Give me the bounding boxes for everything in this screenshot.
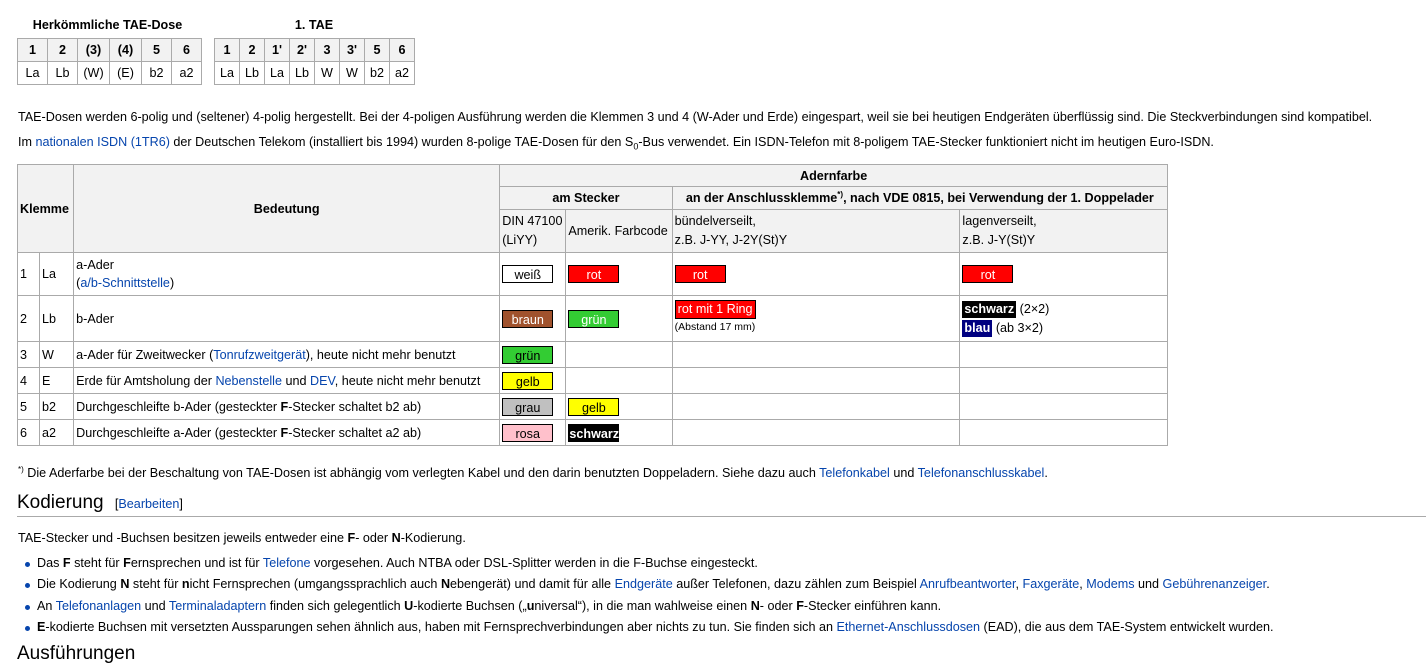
color-swatch-blau: blau — [964, 321, 991, 335]
bedeutung-cell — [74, 368, 500, 394]
table-row — [18, 253, 1168, 296]
text: Durchgeschleifte b-Ader (gesteckter — [76, 399, 281, 414]
text: (LiYY) — [502, 233, 538, 247]
link-telefone[interactable]: Telefone — [262, 556, 311, 570]
amerik-color-cell — [566, 342, 672, 368]
text: . — [1044, 466, 1048, 481]
text: steht für — [129, 577, 182, 592]
buendel-color-cell — [672, 342, 960, 368]
text: F — [796, 598, 804, 613]
text: , nach VDE 0815, bei Verwendung der 1. Doppelader — [843, 191, 1154, 206]
text: -Stecker einführen kann. — [803, 598, 942, 613]
next-section-heading: Ausführungen — [17, 643, 136, 664]
text: lagenverseilt, — [962, 214, 1037, 228]
link-telefonkabel[interactable]: Telefonkabel — [819, 466, 890, 481]
text: [ — [114, 497, 119, 511]
lagen-color-cell — [960, 420, 1168, 446]
footnote-mark: *) — [18, 465, 24, 474]
text: Durchgeschleifte a-Ader (gesteckter — [76, 425, 281, 440]
adernfarbe-header: Adernfarbe — [500, 165, 1168, 187]
text: -kodierte Buchsen („ — [413, 598, 527, 613]
text: Das — [37, 556, 63, 570]
table-row — [18, 368, 1168, 394]
herk-cell: (W) — [78, 62, 110, 85]
paragraph-2 — [18, 133, 1214, 156]
text: F — [280, 399, 289, 414]
din-header — [500, 210, 566, 253]
text: -Stecker schaltet a2 ab) — [288, 425, 422, 440]
link-telefonanlagen[interactable]: Telefonanlagen — [55, 598, 142, 613]
din-color-cell — [500, 420, 566, 446]
text: Die Kodierung — [37, 577, 121, 592]
herk-cell: (E) — [110, 62, 142, 85]
section-heading-kodierung — [17, 492, 183, 514]
klemme-header: Klemme — [18, 165, 74, 253]
list-item — [18, 596, 1274, 617]
table-row — [18, 296, 1168, 342]
herk-head-cell: (4) — [110, 39, 142, 62]
link-nationales-isdn[interactable]: nationalen ISDN (1TR6) — [35, 135, 170, 149]
text: und — [889, 466, 918, 481]
buendel-color-cell — [672, 253, 960, 296]
footnote-mark: *) — [837, 190, 844, 200]
link-gebuehrenanzeiger[interactable]: Gebührenanzeiger — [1162, 577, 1267, 592]
color-swatch-rot-ring: rot mit 1 Ring — [675, 300, 756, 319]
color-swatch-grau: grau — [502, 398, 553, 416]
text: ] — [179, 497, 183, 511]
text: (2×2) — [1019, 302, 1050, 316]
bedeutung-cell — [74, 342, 500, 368]
bullet-icon — [25, 626, 30, 631]
list-item — [18, 617, 1274, 638]
klemme-nr: 6 — [18, 420, 40, 446]
edit-link[interactable]: Bearbeiten — [118, 497, 180, 511]
table-row — [18, 394, 1168, 420]
text: vorgesehen. Auch NTBA oder DSL-Splitter werden in die F-Buchse eingesteckt. — [310, 556, 758, 570]
din-color-cell — [500, 368, 566, 394]
tae1-cell: Lb — [240, 62, 265, 85]
herk-head-cell: 5 — [142, 39, 172, 62]
color-swatch-rosa: rosa — [502, 424, 553, 442]
text: ernsprechen und ist für — [130, 556, 263, 570]
buendel-color-cell — [672, 420, 960, 446]
tae1-table — [214, 38, 415, 85]
text: a-Ader — [76, 258, 114, 272]
link-dev[interactable]: DEV — [309, 373, 335, 388]
text: Im — [18, 135, 36, 149]
text: , — [1015, 577, 1023, 592]
edit-section — [115, 497, 183, 511]
link-telefonanschlusskabel[interactable]: Telefonanschlusskabel — [917, 466, 1045, 481]
text: - oder — [759, 598, 797, 613]
text: -Bus verwendet. Ein ISDN-Telefon mit 8-poligem TAE-Stecker funktioniert nicht im heutigen Euro-ISDN. — [638, 135, 1214, 149]
klemme-name: Lb — [40, 296, 74, 342]
herk-head-cell: 1 — [18, 39, 48, 62]
text: An — [37, 598, 56, 613]
color-swatch-rot: rot — [962, 265, 1013, 283]
tae1-head-cell: 2' — [290, 39, 315, 62]
klemme-nr: 2 — [18, 296, 40, 342]
text: an der Anschlussklemme — [685, 191, 838, 206]
herk-head-cell: 2 — [48, 39, 78, 62]
text: -kodierte Buchsen mit versetzten Aussparungen sehen ähnlich aus, haben mit Fernsprechverbindungen aber nichts zu tun. Sie finden sich an — [45, 619, 837, 634]
text: N — [750, 598, 760, 613]
klemme-nr: 5 — [18, 394, 40, 420]
lagen-color-cell — [960, 296, 1168, 342]
pinout-table — [17, 164, 1168, 446]
herk-head-cell: 6 — [172, 39, 202, 62]
color-swatch-rot: rot — [568, 265, 619, 283]
buendel-color-cell — [672, 394, 960, 420]
text: , heute nicht mehr benutzt — [334, 373, 481, 388]
amerik-header: Amerik. Farbcode — [566, 210, 672, 253]
bedeutung-cell — [74, 253, 500, 296]
klemme-name: a2 — [40, 420, 74, 446]
text: (ab 3×2) — [995, 321, 1044, 335]
text: DIN 47100 — [502, 214, 563, 228]
klemme-nr: 4 — [18, 368, 40, 394]
text: F — [62, 556, 71, 570]
heading-divider — [17, 516, 1426, 517]
tae1-head-cell: 1 — [215, 39, 240, 62]
tae1-cell: a2 — [390, 62, 415, 85]
lagen-color-cell — [960, 342, 1168, 368]
anschlussklemme-header — [672, 187, 1167, 210]
text: n — [181, 577, 190, 592]
link-ab-schnittstelle[interactable]: a/b-Schnittstelle — [80, 276, 170, 290]
text: ) — [169, 276, 175, 290]
list-item — [18, 553, 1274, 574]
text: N — [440, 577, 451, 592]
din-color-cell — [500, 253, 566, 296]
text: außer Telefonen, dazu zählen zum Beispiel — [672, 577, 920, 592]
herk-cell: a2 — [172, 62, 202, 85]
din-color-cell — [500, 394, 566, 420]
text: finden sich gelegentlich — [266, 598, 405, 613]
text: , — [1079, 577, 1087, 592]
tae1-cell: b2 — [365, 62, 390, 85]
kodierung-list — [18, 553, 1274, 638]
klemme-name: E — [40, 368, 74, 394]
color-swatch-gelb: gelb — [568, 398, 619, 416]
klemme-name: W — [40, 342, 74, 368]
text: ( — [76, 276, 81, 290]
tae1-head-cell: 1' — [265, 39, 290, 62]
bedeutung-header: Bedeutung — [74, 165, 500, 253]
link-faxgeraete[interactable]: Faxgeräte — [1022, 577, 1080, 592]
paragraph-1: TAE-Dosen werden 6-polig und (seltener) 4-polig hergestellt. Bei der 4-poligen Ausführung werden die Klemmen 3 und 4 (W-Ader und Erde) eingespart, weil sie bei heutigen Endgeräten überflüssig sind. Die Steckverbindungen sind kompatibel. — [18, 110, 1373, 124]
color-swatch-rot: rot — [675, 265, 726, 283]
amerik-color-cell — [566, 394, 672, 420]
tae1-head-cell: 3' — [340, 39, 365, 62]
text: F — [280, 425, 289, 440]
color-swatch-gruen: grün — [502, 346, 553, 364]
herk-head-cell: (3) — [78, 39, 110, 62]
amerik-color-cell — [566, 296, 672, 342]
kodierung-intro — [18, 529, 466, 547]
buendel-color-cell — [672, 368, 960, 394]
list-item — [18, 574, 1274, 595]
bullet-icon — [25, 605, 30, 610]
klemme-nr: 3 — [18, 342, 40, 368]
text: a-Ader für Zweitwecker ( — [76, 347, 214, 362]
din-color-cell — [500, 296, 566, 342]
tae1-cell: La — [215, 62, 240, 85]
text: steht für — [70, 556, 124, 570]
bedeutung-cell — [74, 394, 500, 420]
lagen-color-cell — [960, 253, 1168, 296]
text: N — [120, 577, 130, 592]
buendel-header — [672, 210, 960, 253]
text: U — [404, 598, 414, 613]
text: u — [526, 598, 535, 613]
klemme-nr: 1 — [18, 253, 40, 296]
bedeutung-cell — [74, 420, 500, 446]
herk-caption: Herkömmliche TAE-Dose — [32, 18, 183, 32]
link-endgeraete[interactable]: Endgeräte — [614, 577, 673, 592]
text: niversal“), in die man wahlweise einen — [534, 598, 751, 613]
text: E — [37, 619, 46, 634]
text: Erde für Amtsholung der — [76, 373, 216, 388]
ring-note: (Abstand 17 mm) — [674, 321, 756, 333]
color-swatch-gelb: gelb — [502, 372, 553, 390]
link-tonrufzweitgeraet[interactable]: Tonrufzweitgerät — [213, 347, 306, 362]
tae1-head-cell: 5 — [365, 39, 390, 62]
lagen-color-cell — [960, 368, 1168, 394]
link-nebenstelle[interactable]: Nebenstelle — [215, 373, 282, 388]
text: und — [141, 598, 169, 613]
text: z.B. J-YY, J-2Y(St)Y — [674, 233, 788, 247]
color-swatch-weiss: weiß — [502, 265, 553, 283]
din-color-cell — [500, 342, 566, 368]
bullet-icon — [25, 583, 30, 588]
text: bündelverseilt, — [674, 214, 756, 228]
text: ebengerät) und damit für alle — [450, 577, 615, 592]
text: -Stecker schaltet b2 ab) — [288, 399, 422, 414]
text: Die Aderfarbe bei der Beschaltung von TAE-Dosen ist abhängig vom verlegten Kabel und den darin benutzten Doppeladern. Siehe dazu auch — [23, 466, 820, 481]
table-row — [18, 342, 1168, 368]
text: F — [347, 531, 356, 545]
herk-cell: b2 — [142, 62, 172, 85]
amerik-color-cell — [566, 253, 672, 296]
tae1-cell: La — [265, 62, 290, 85]
text: icht Fernsprechen (umgangssprachlich auch — [189, 577, 441, 592]
table-row — [18, 420, 1168, 446]
lagen-color-cell — [960, 394, 1168, 420]
footnote — [18, 461, 1048, 482]
text: -Kodierung. — [400, 531, 466, 545]
text: F — [123, 556, 131, 570]
color-swatch-schwarz: schwarz — [964, 302, 1015, 316]
text: z.B. J-Y(St)Y — [962, 233, 1036, 247]
link-anrufbeantworter[interactable]: Anrufbeantworter — [919, 577, 1016, 592]
am-stecker-header: am Stecker — [500, 187, 672, 210]
herk-cell: Lb — [48, 62, 78, 85]
text: der Deutschen Telekom (installiert bis 1994) wurden 8-polige TAE-Dosen für den S — [169, 135, 634, 149]
herk-table — [17, 38, 202, 85]
text: TAE-Stecker und -Buchsen besitzen jeweils entweder eine — [18, 531, 348, 545]
herk-cell: La — [18, 62, 48, 85]
text: und — [281, 373, 310, 388]
text: - oder — [355, 531, 392, 545]
link-ethernet-anschlussdosen[interactable]: Ethernet-Anschlussdosen — [836, 619, 981, 634]
tae1-cell: W — [315, 62, 340, 85]
text: N — [391, 531, 401, 545]
color-swatch-braun: braun — [502, 310, 553, 328]
subscript: 0 — [633, 141, 639, 152]
klemme-name: La — [40, 253, 74, 296]
tae1-cell: W — [340, 62, 365, 85]
tae1-caption: 1. TAE — [294, 18, 334, 32]
tae1-head-cell: 3 — [315, 39, 340, 62]
amerik-color-cell — [566, 368, 672, 394]
text: ), heute nicht mehr benutzt — [305, 347, 456, 362]
color-swatch-gruen: grün — [568, 310, 619, 328]
link-modems[interactable]: Modems — [1086, 577, 1135, 592]
buendel-color-cell — [672, 296, 960, 342]
bedeutung-cell: b-Ader — [74, 296, 500, 342]
text: . — [1266, 577, 1270, 592]
amerik-color-cell — [566, 420, 672, 446]
tae1-cell: Lb — [290, 62, 315, 85]
text: und — [1134, 577, 1163, 592]
klemme-name: b2 — [40, 394, 74, 420]
lagen-header — [960, 210, 1168, 253]
tae1-head-cell: 2 — [240, 39, 265, 62]
text: (EAD), die aus dem TAE-System entwickelt wurden. — [980, 619, 1274, 634]
link-terminaladaptern[interactable]: Terminaladaptern — [168, 598, 267, 613]
bullet-icon — [25, 562, 30, 567]
tae1-head-cell: 6 — [390, 39, 415, 62]
heading-title: Kodierung — [17, 492, 104, 513]
color-swatch-schwarz: schwarz — [568, 424, 619, 442]
